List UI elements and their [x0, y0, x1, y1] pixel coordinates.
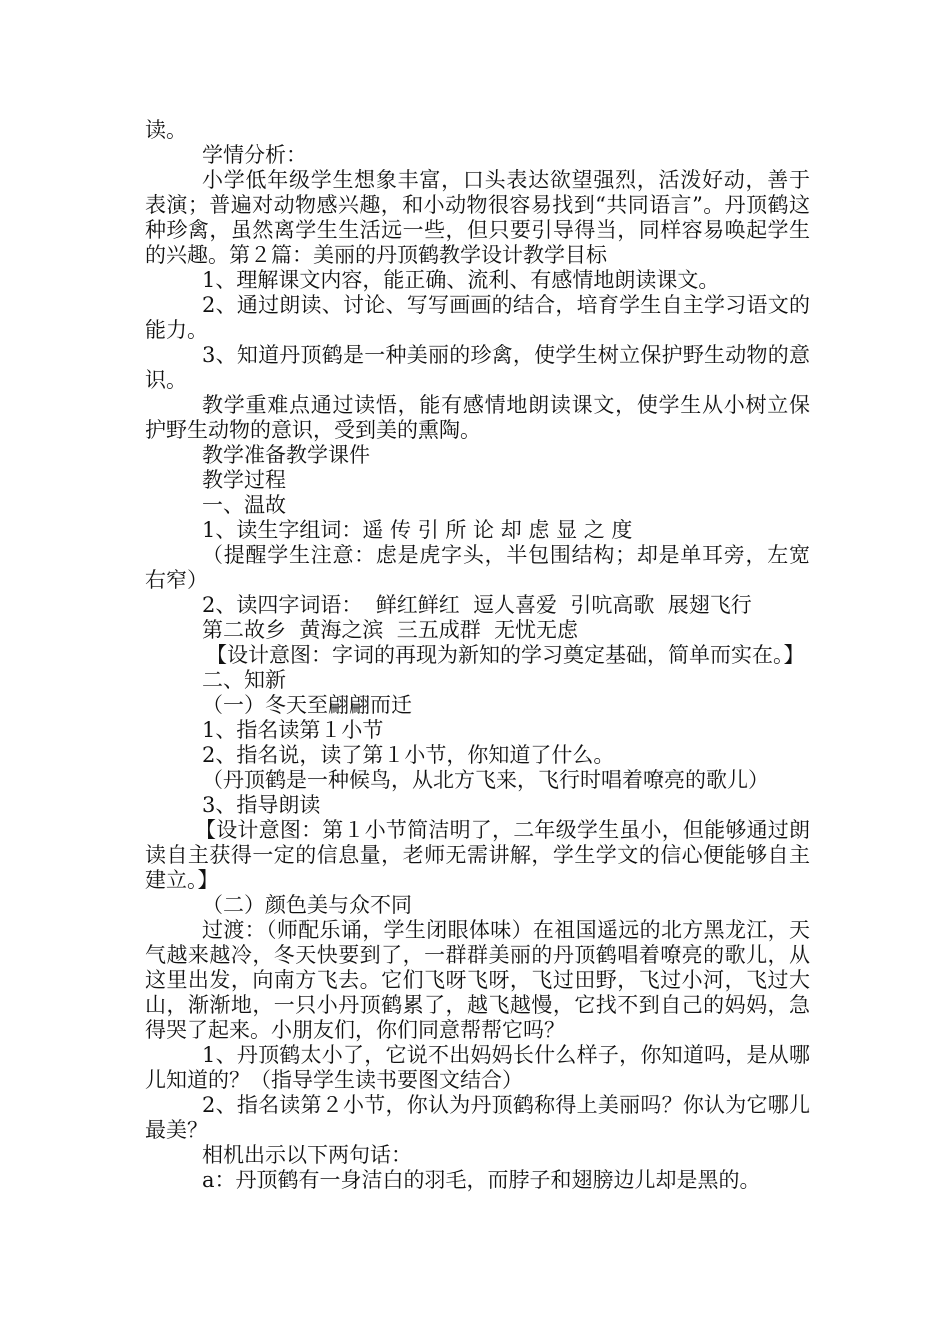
paragraph-26: 2、指名读第２小节，你认为丹顶鹤称得上美丽吗？你认为它哪儿最美？ [145, 1093, 810, 1142]
paragraph-1: 读。 [145, 118, 187, 142]
paragraph-7: 教学重难点通过读悟，能有感情地朗读课文，使学生从小树立保护野生动物的意识，受到美的熏陶。 [145, 393, 810, 442]
paragraph-10: 一、温故 [202, 493, 286, 517]
document-page [145, 118, 810, 1193]
paragraph-27: 相机出示以下两句话： [202, 1143, 412, 1167]
paragraph-23: （二）颜色美与众不同 [202, 893, 412, 917]
paragraph-6: 3、知道丹顶鹤是一种美丽的珍禽，使学生树立保护野生动物的意识。 [145, 343, 810, 392]
paragraph-24: 过渡：（师配乐诵，学生闭眼体味）在祖国遥远的北方黑龙江，天气越来越冷，冬天快要到了，一群群美丽的丹顶鹤唱着嘹亮的歌儿，从这里出发，向南方飞去。它们飞呀飞呀，飞过田野，飞过小河，飞过大山，渐渐地，一只小丹顶鹤累了，越飞越慢，它找不到自己的妈妈，急得哭了起来。小朋友们，你们同意帮帮它吗？ [145, 918, 810, 1042]
paragraph-11: 1、读生字组词：遥 传 引 所 论 却 虑 显 之 度 [202, 518, 633, 542]
paragraph-12: （提醒学生注意：虑是虎字头，半包围结构；却是单耳旁，左宽右窄） [145, 543, 810, 592]
paragraph-17: （一）冬天至翩翩而迁 [202, 693, 412, 717]
paragraph-5: 2、通过朗读、讨论、写写画画的结合，培育学生自主学习语文的能力。 [145, 293, 810, 342]
paragraph-14: 第二故乡 黄海之滨 三五成群 无忧无虑 [202, 618, 579, 642]
paragraph-2: 学情分析： [202, 143, 307, 167]
paragraph-8: 教学准备教学课件 [202, 443, 370, 467]
paragraph-25: 1、丹顶鹤太小了，它说不出妈妈长什么样子，你知道吗，是从哪儿知道的？（指导学生读书要图文结合） [145, 1043, 810, 1092]
paragraph-9: 教学过程 [202, 468, 286, 492]
paragraph-22: 【设计意图：第１小节简洁明了，二年级学生虽小，但能够通过朗读自主获得一定的信息量，老师无需讲解，学生学文的信心便能够自主建立。】 [145, 818, 810, 892]
paragraph-4: 1、理解课文内容，能正确、流利、有感情地朗读课文。 [202, 268, 720, 292]
paragraph-13: 2、读四字词语： 鲜红鲜红 逗人喜爱 引吭高歌 展翅飞行 [202, 593, 752, 617]
paragraph-28: a：丹顶鹤有一身洁白的羽毛，而脖子和翅膀边儿却是黑的。 [202, 1168, 761, 1192]
paragraph-21: 3、指导朗读 [202, 793, 321, 817]
paragraph-19: 2、指名说，读了第１小节，你知道了什么。 [202, 743, 615, 767]
paragraph-18: 1、指名读第１小节 [202, 718, 384, 742]
paragraph-3: 小学低年级学生想象丰富，口头表达欲望强烈，活泼好动，善于表演；普遍对动物感兴趣，和小动物很容易找到“共同语言”。丹顶鹤这种珍禽，虽然离学生生活远一些，但只要引导得当，同样容易唤起学生的兴趣。第２篇：美丽的丹顶鹤教学设计教学目标 [145, 168, 810, 267]
paragraph-20: （丹顶鹤是一种候鸟，从北方飞来，飞行时唱着嘹亮的歌儿） [202, 768, 769, 792]
paragraph-15: 【设计意图：字词的再现为新知的学习奠定基础，简单而实在。】 [206, 643, 805, 667]
paragraph-16: 二、知新 [202, 668, 286, 692]
